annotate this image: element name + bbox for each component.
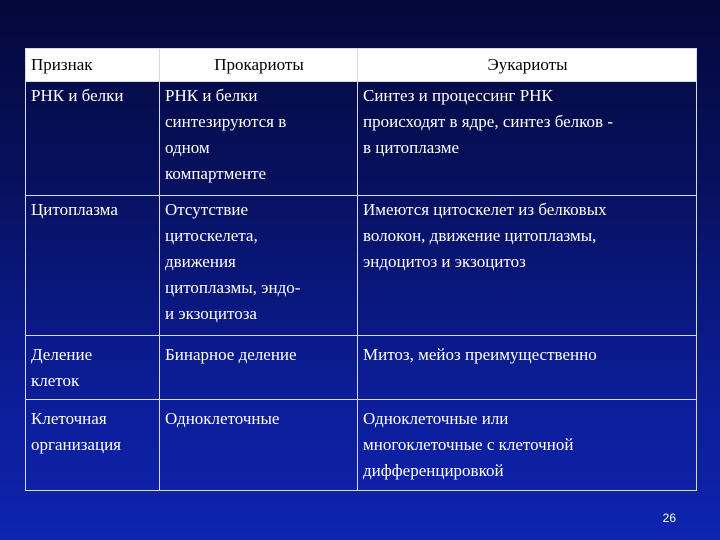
header-eukaryotes — [358, 49, 697, 82]
page-number: 26 — [662, 511, 676, 525]
table-header-row — [26, 49, 697, 82]
cell-prokaryotes — [160, 82, 358, 196]
header-feature-label: Признак — [31, 55, 93, 74]
cell-eukaryotes — [358, 196, 697, 336]
table-row — [26, 82, 697, 196]
cell-feature — [26, 336, 160, 400]
cell-text: Цитоплазма — [31, 200, 118, 219]
cell-eukaryotes — [358, 400, 697, 491]
header-prokaryotes-label: Прокариоты — [214, 55, 304, 74]
table-row — [26, 336, 697, 400]
cell-feature — [26, 196, 160, 336]
cell-text: РНК и белки — [31, 86, 124, 105]
cell-text: Имеются цитоскелет из белковых волокон, движение цитоплазмы, эндоцитоз и экзоцитоз — [363, 200, 607, 271]
table-row — [26, 400, 697, 491]
cell-prokaryotes — [160, 336, 358, 400]
cell-prokaryotes — [160, 400, 358, 491]
cell-text: Митоз, мейоз преимущественно — [363, 345, 597, 364]
cell-text: Отсутствие цитоскелета, движения цитоплазмы, эндо- и экзоцитоза — [165, 200, 301, 323]
cell-text: Одноклеточные или многоклеточные с клеточной дифференцировкой — [363, 409, 574, 480]
cell-text: Клеточная организация — [31, 409, 121, 454]
cell-text: Деление клеток — [31, 345, 93, 390]
cell-prokaryotes — [160, 196, 358, 336]
header-eukaryotes-label: Эукариоты — [487, 55, 568, 74]
cell-feature — [26, 400, 160, 491]
cell-eukaryotes — [358, 82, 697, 196]
cell-text: Синтез и процессинг РНК происходят в ядре, синтез белков - в цитоплазме — [363, 86, 613, 157]
cell-text: РНК и белки синтезируются в одном компартменте — [165, 86, 287, 183]
cell-eukaryotes — [358, 336, 697, 400]
comparison-table — [25, 48, 697, 491]
cell-text: Одноклеточные — [165, 409, 280, 428]
header-feature — [26, 49, 160, 82]
table-row — [26, 196, 697, 336]
header-prokaryotes — [160, 49, 358, 82]
cell-feature — [26, 82, 160, 196]
cell-text: Бинарное деление — [165, 345, 297, 364]
